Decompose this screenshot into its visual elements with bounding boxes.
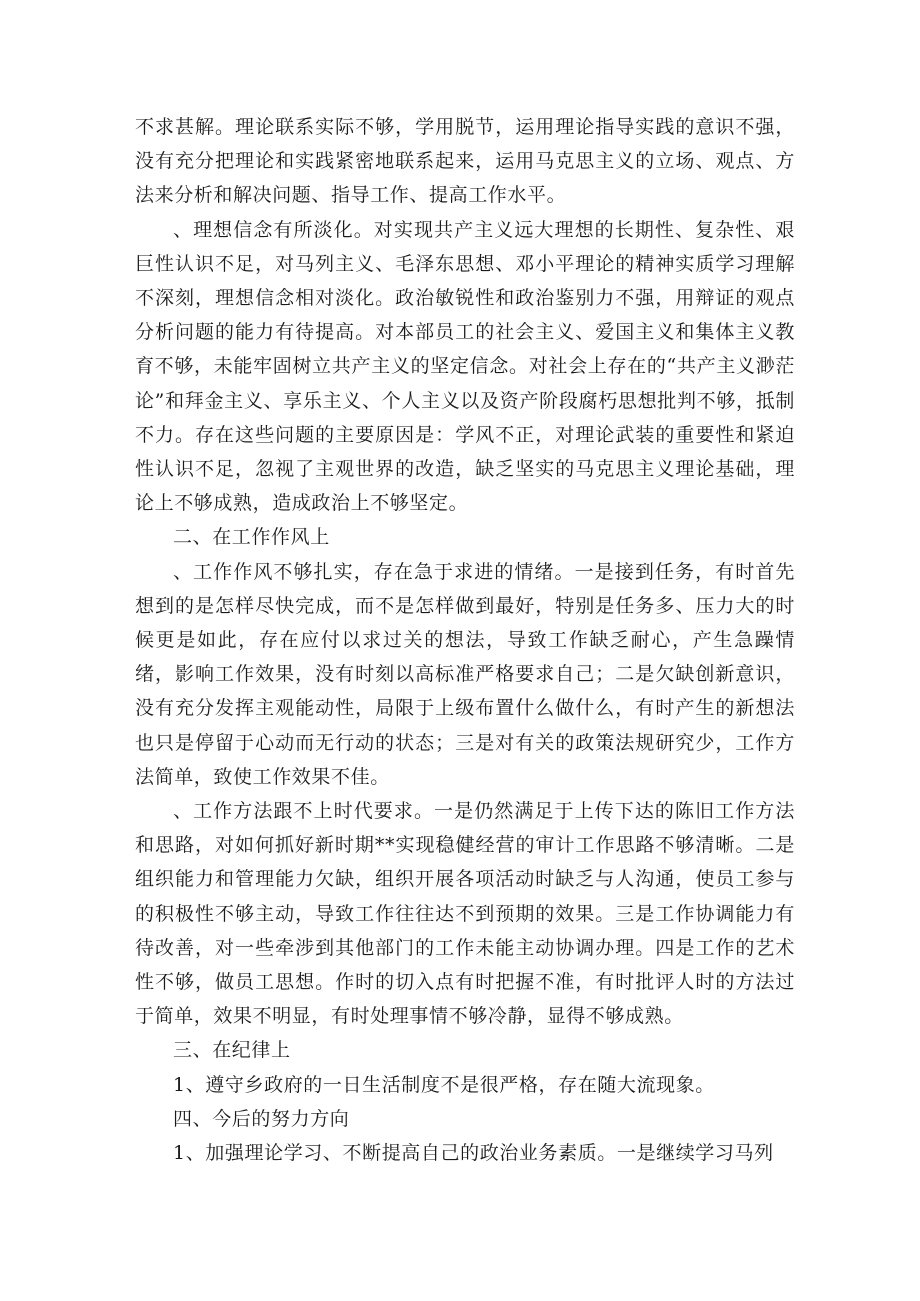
paragraph-ideals-beliefs: 、理想信念有所淡化。对实现共产主义远大理想的长期性、复杂性、艰巨性认识不足，对马列主义、毛泽东思想、邓小平理论的精神实质学习理解不深刻，理想信念相对淡化。政治敏锐性和政治鉴别力不强，用辩证的观点分析问题的能力有待提高。对本部员工的社会主义、爱国主义和集体主义教育不够，未能牢固树立共产主义的坚定信念。对社会上存在的“共产主义渺茫论”和拜金主义、享乐主义、个人主义以及资产阶段腐朽思想批判不够，抵制不力。存在这些问题的主要原因是：学风不正，对理论武装的重要性和紧迫性认识不足，忽视了主观世界的改造，缺乏坚实的马克思主义理论基础，理论上不够成熟，造成政治上不够坚定。: [135, 218, 795, 515]
section-heading-future-direction: 四、今后的努力方向: [173, 1107, 350, 1130]
paragraph-discipline: 1、遵守乡政府的一日生活制度不是很严格，存在随大流现象。: [173, 1073, 715, 1096]
section-heading-discipline: 三、在纪律上: [173, 1039, 291, 1062]
paragraph-work-style: 、工作作风不够扎实，存在急于求进的情绪。一是接到任务，有时首先想到的是怎样尽快完成，而不是怎样做到最好，特别是任务多、压力大的时候更是如此，存在应付以求过关的想法，导致工作缺乏耐心，产生急躁情绪，影响工作效果，没有时刻以高标准严格要求自己；二是欠缺创新意识，没有充分发挥主观能动性，局限于上级布置什么做什么，有时产生的新想法也只是停留于心动而无行动的状态；三是对有关的政策法规研究少，工作方法简单，致使工作效果不佳。: [135, 560, 795, 788]
paragraph-study-practice: 不求甚解。理论联系实际不够，学用脱节，运用理论指导实践的意识不强，没有充分把理论和实践紧密地联系起来，运用马克思主义的立场、观点、方法来分析和解决问题、指导工作、提高工作水平。: [135, 116, 795, 207]
paragraph-work-methods: 、工作方法跟不上时代要求。一是仍然满足于上传下达的陈旧工作方法和思路，对如何抓好新时期**实现稳健经营的审计工作思路不够清晰。二是组织能力和管理能力欠缺，组织开展各项活动时缺乏与人沟通，使员工参与的积极性不够主动，导致工作往往达不到预期的效果。三是工作协调能力有待改善，对一些牵涉到其他部门的工作未能主动协调办理。四是工作的艺术性不够，做员工思想。作时的切入点有时把握不准，有时批评人时的方法过于简单，效果不明显，有时处理事情不够冷静，显得不够成熟。: [135, 800, 795, 1028]
section-heading-work-style: 二、在工作作风上: [173, 526, 330, 549]
paragraph-future-direction: 1、加强理论学习、不断提高自己的政治业务素质。一是继续学习马列: [173, 1142, 774, 1165]
document-body: [135, 110, 795, 1170]
